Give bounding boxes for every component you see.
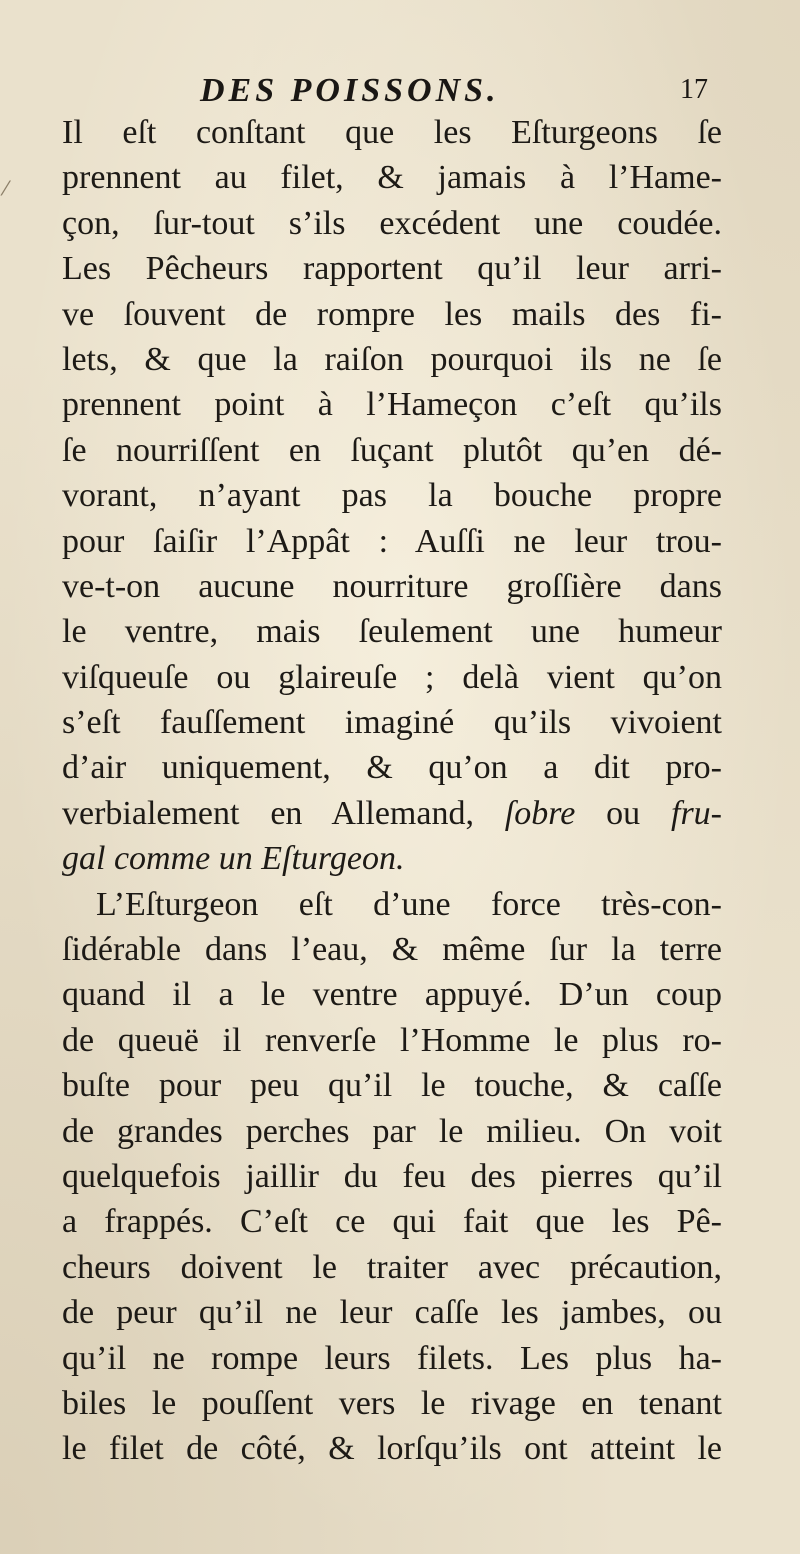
text-line: prennent point à l’Hameçon c’eſt qu’ils	[62, 386, 722, 424]
text-line: quelquefois jaillir du feu des pierres qu’il	[62, 1157, 722, 1195]
text-line: çon, ſur-tout s’ils excédent une coudée.	[62, 204, 722, 242]
text-line: ve ſouvent de rompre les mails des fi-	[62, 295, 722, 333]
page-number: 17	[680, 74, 708, 105]
text-line: vorant, n’ayant pas la bouche propre	[62, 477, 722, 515]
page-header	[200, 72, 720, 112]
text-line: biles le pouſſent vers le rivage en tenant	[62, 1384, 722, 1422]
text-line: d’air uniquement, & qu’on a dit pro-	[62, 749, 722, 787]
text-line: le filet de côté, & lorſqu’ils ont atteint le	[62, 1430, 722, 1468]
text-line: ſidérable dans l’eau, & même ſur la terre	[62, 931, 722, 969]
paragraph-start-line: L’Eſturgeon eſt d’une force très-con-	[96, 885, 722, 923]
text-line: prennent au filet, & jamais à l’Hame-	[62, 159, 722, 197]
italic-word: fru-	[671, 794, 722, 832]
text-line: cheurs doivent le traiter avec précaution,	[62, 1248, 722, 1286]
text-line: Les Pêcheurs rapportent qu’il leur arri-	[62, 250, 722, 288]
text-line: le ventre, mais ſeulement une humeur	[62, 613, 722, 651]
text-line: a frappés. C’eſt ce qui fait que les Pê-	[62, 1203, 722, 1241]
text-line: s’eſt fauſſement imaginé qu’ils vivoient	[62, 704, 722, 742]
text-segment: ou	[575, 794, 671, 832]
text-line: buſte pour peu qu’il le touche, & caſſe	[62, 1067, 722, 1105]
text-line-mixed	[62, 791, 722, 836]
margin-ink-mark: ⁄	[4, 176, 8, 200]
text-line: lets, & que la raiſon pourquoi ils ne ſe	[62, 340, 722, 378]
text-line: quand il a le ventre appuyé. D’un coup	[62, 976, 722, 1014]
text-segment: verbialement en Allemand,	[62, 794, 505, 832]
text-line: de queuë il renverſe l’Homme le plus ro-	[62, 1021, 722, 1059]
text-line: Il eſt conſtant que les Eſturgeons ſe	[62, 114, 722, 151]
text-line: qu’il ne rompe leurs filets. Les plus ha-	[62, 1339, 722, 1377]
italic-word: ſobre	[504, 794, 576, 832]
text-line: pour ſaiſir l’Appât : Auſſi ne leur trou-	[62, 522, 722, 560]
running-head: DES POISSONS.	[200, 72, 500, 109]
body-text	[62, 110, 722, 1472]
italic-text-line: gal comme un Eſturgeon.	[62, 840, 405, 878]
text-line: viſqueuſe ou glaireuſe ; delà vient qu’on	[62, 658, 722, 696]
text-line: de grandes perches par le milieu. On voit	[62, 1112, 722, 1150]
text-line: ſe nourriſſent en ſuçant plutôt qu’en dé-	[62, 431, 722, 469]
text-line: de peur qu’il ne leur caſſe les jambes, ou	[62, 1294, 722, 1332]
text-line: ve-t-on aucune nourriture groſſière dans	[62, 567, 722, 605]
